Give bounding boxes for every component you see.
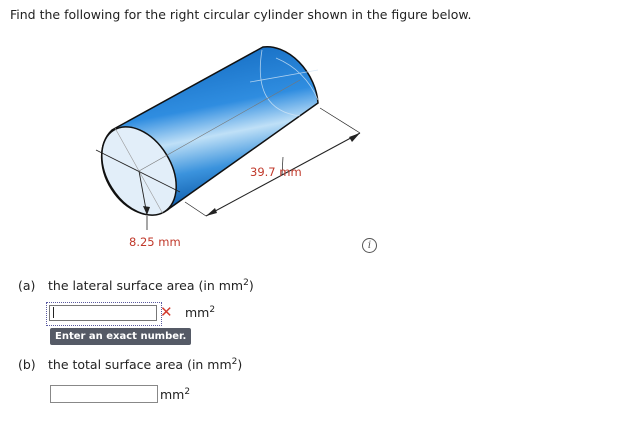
- question-a-exponent: 2: [243, 278, 249, 288]
- info-icon[interactable]: i: [362, 238, 377, 253]
- answer-b-unit: [160, 387, 190, 402]
- question-b: [18, 357, 242, 372]
- question-a-text: the lateral surface area (in mm: [48, 278, 244, 294]
- height-label: 39.7 mm: [250, 165, 302, 179]
- problem-prompt: Find the following for the right circular cylinder shown in the figure below.: [10, 7, 472, 22]
- question-a-part: (a): [18, 278, 36, 294]
- answer-a-unit: [185, 305, 215, 320]
- answer-b-input[interactable]: [50, 385, 158, 403]
- question-b-close: ): [237, 357, 243, 373]
- question-a-close: ): [248, 278, 254, 294]
- answer-b-unit-exponent: 2: [184, 387, 191, 397]
- question-b-exponent: 2: [231, 357, 238, 367]
- question-a: [18, 278, 254, 293]
- radius-label: 8.25 mm: [129, 235, 181, 249]
- answer-a-focus-ring: [46, 302, 162, 326]
- answer-b-unit-text: mm: [160, 387, 185, 403]
- question-b-text: the total surface area (in mm: [48, 357, 232, 373]
- answer-a-input[interactable]: [49, 305, 157, 321]
- answer-a-unit-exponent: 2: [209, 305, 216, 315]
- hint-tooltip: Enter an exact number.: [50, 328, 191, 345]
- text-caret: [53, 307, 54, 318]
- question-b-part: (b): [18, 357, 36, 373]
- answer-a-unit-text: mm: [185, 305, 210, 321]
- incorrect-x-icon: ✕: [160, 303, 173, 321]
